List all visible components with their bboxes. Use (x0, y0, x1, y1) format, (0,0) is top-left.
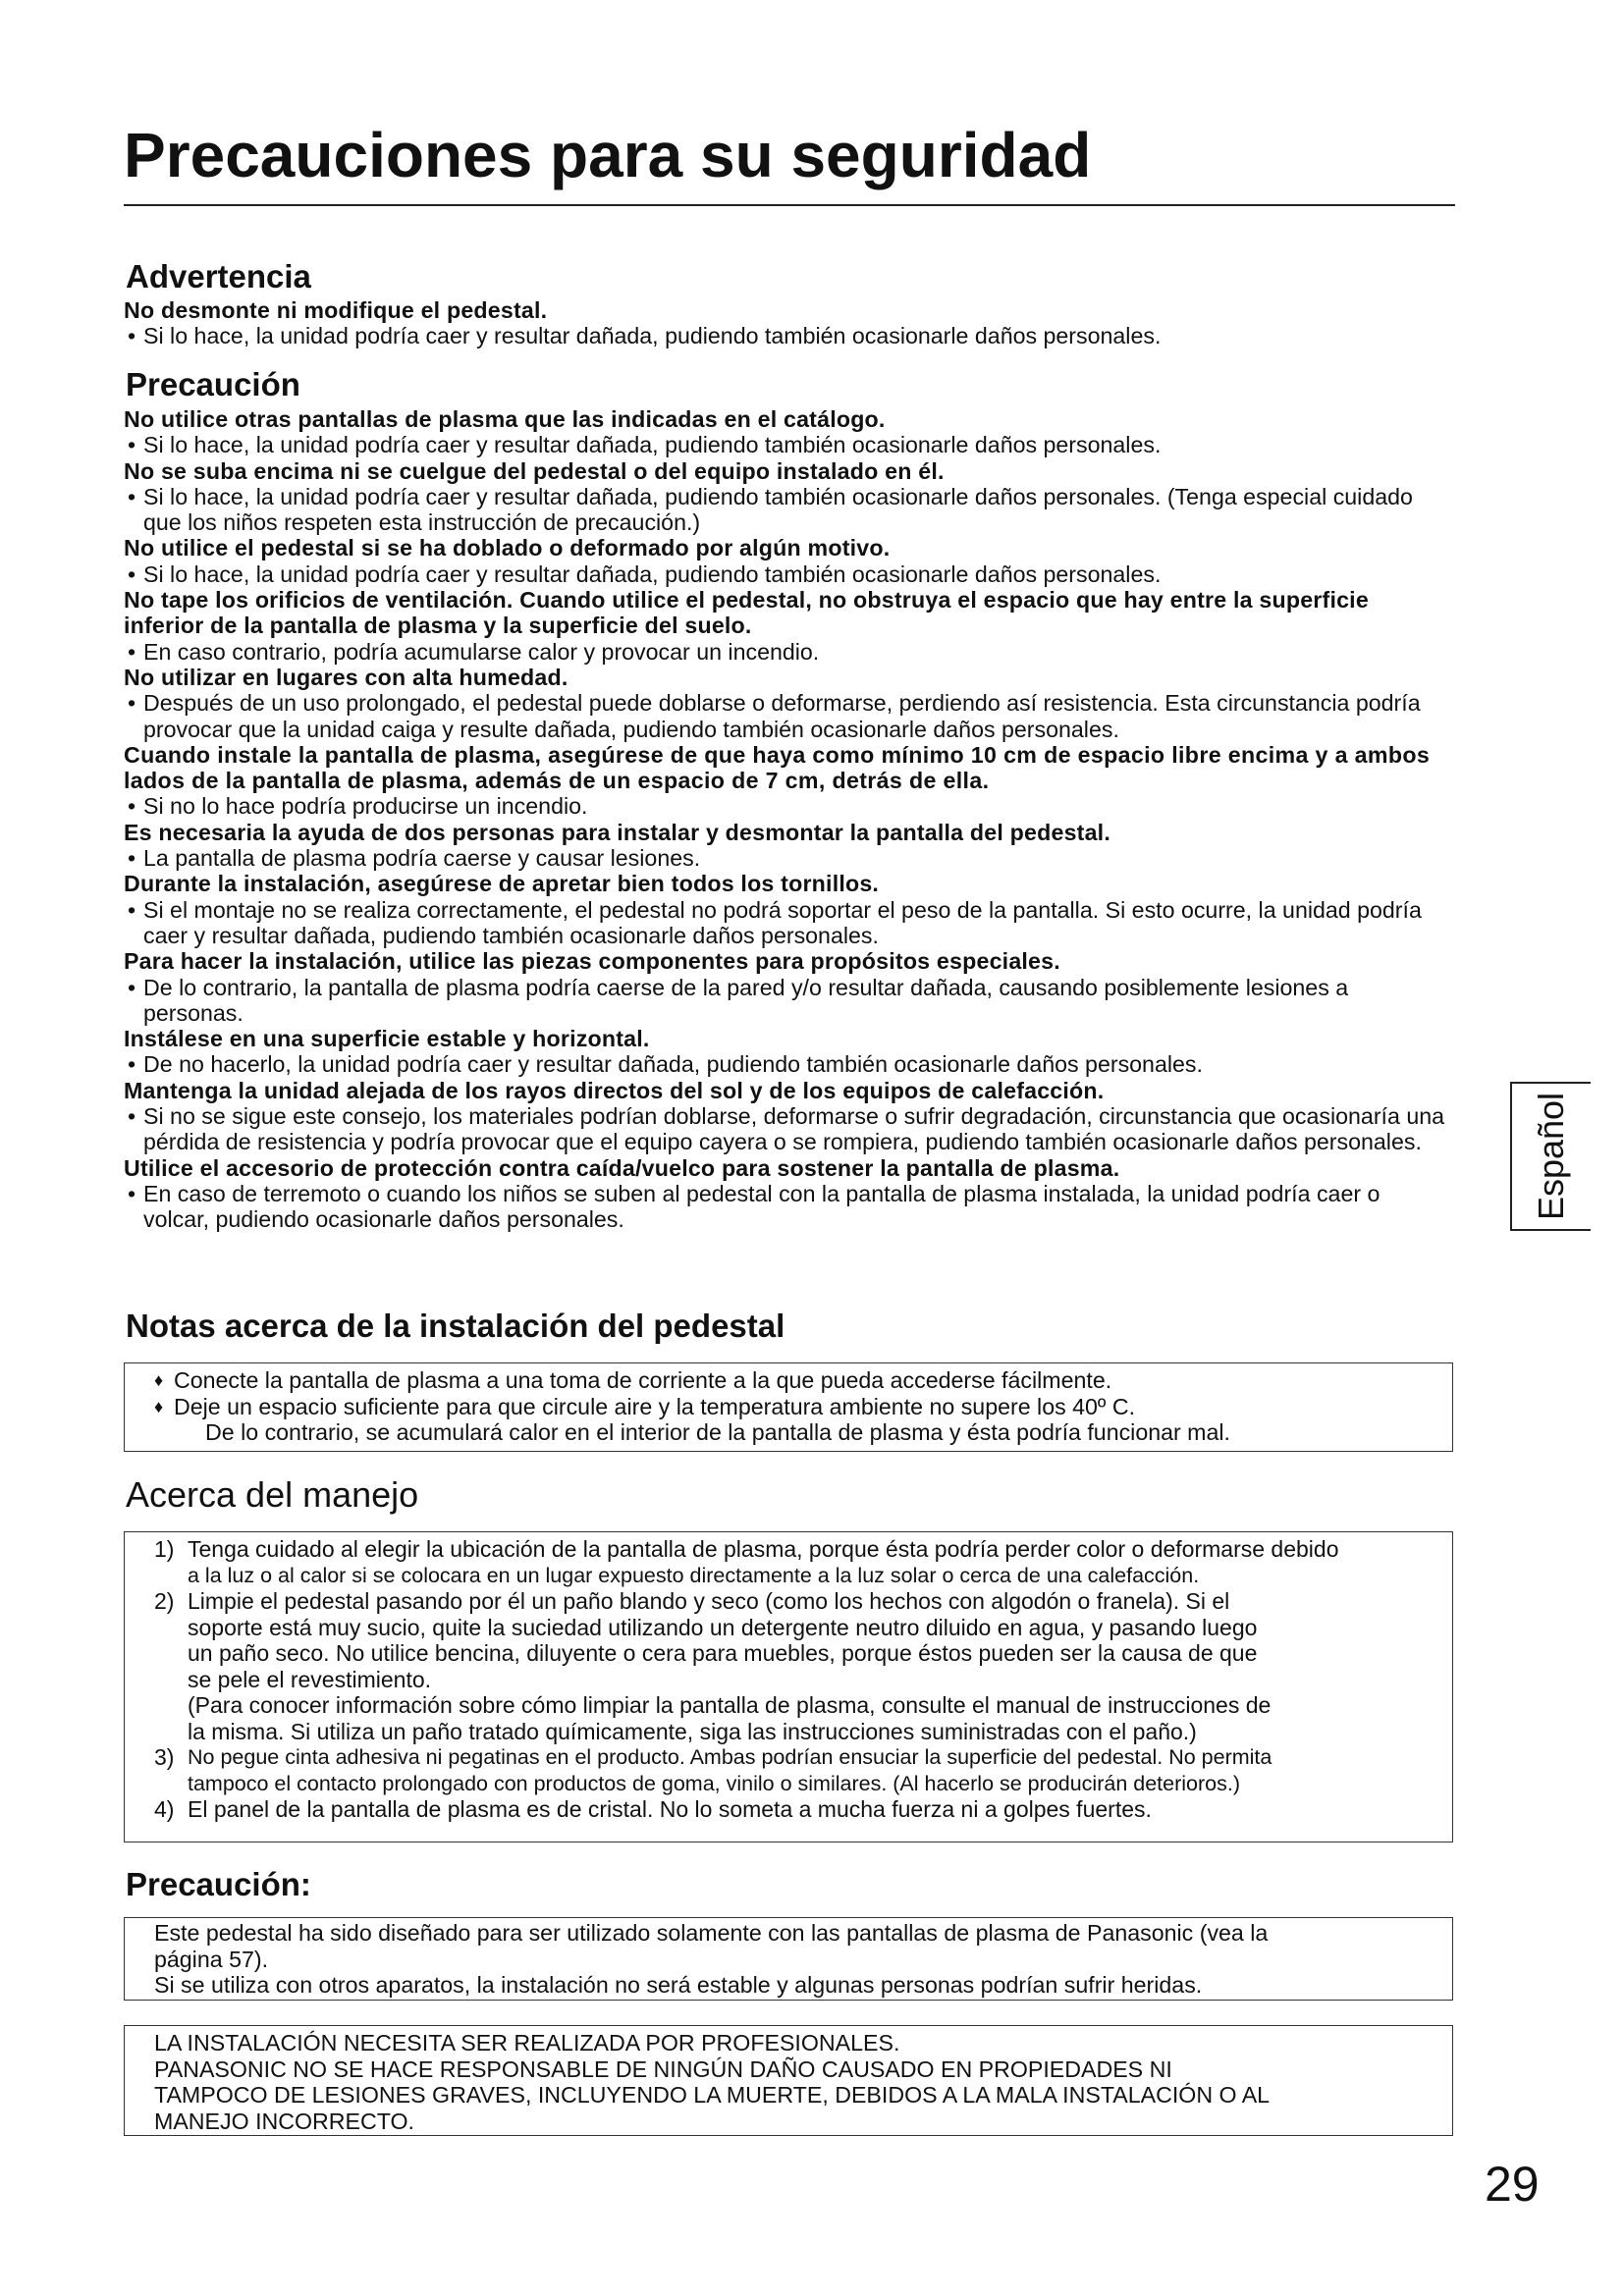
notas-item-text: Conecte la pantalla de plasma a una toma de corriente a la que pueda accederse fácilmente. (174, 1367, 1112, 1393)
language-tab (1510, 1082, 1591, 1231)
manejo-item (154, 1796, 1452, 1823)
caution-text: • Si lo hace, la unidad podría caer y resultar dañada, pudiendo también ocasionarle daños personales. (124, 432, 1459, 457)
warning-text: • Si lo hace, la unidad podría caer y resultar dañada, pudiendo también ocasionarle daños personales. (124, 323, 1459, 348)
diamond-bullet-icon: ♦ (154, 1396, 164, 1416)
caution-text: • La pantalla de plasma podría caerse y causar lesiones. (124, 845, 1459, 871)
item-number: 1) (154, 1536, 175, 1562)
caution-title: Cuando instale la pantalla de plasma, asegúrese de que haya como mínimo 10 cm de espacio libre encima y a ambos lados de la pantalla de plasma, además de un espacio de 7 cm, detrás de ella. (124, 741, 1431, 794)
manejo-item (154, 1536, 1452, 1588)
caution-title: No utilizar en lugares con alta humedad. (124, 664, 568, 690)
caution-title: Para hacer la instalación, utilice las piezas componentes para propósitos especiales. (124, 948, 1060, 975)
caution-text: • De no hacerlo, la unidad podría caer y resultar dañada, pudiendo también ocasionarle daños personales. (124, 1051, 1459, 1077)
manejo-line: tampoco el contacto prolongado con productos de goma, vinilo o similares. (Al hacerlo se producirán deterioros.) (188, 1771, 1240, 1795)
disclaimer-line: PANASONIC NO SE HACE RESPONSABLE DE NINGÚN DAÑO CAUSADO EN PROPIEDADES NI (154, 2056, 1172, 2082)
manejo-item (154, 1744, 1452, 1796)
notas-heading: Notas acerca de la instalación del pedestal (126, 1308, 785, 1344)
caution-text: • Después de un uso prolongado, el pedestal puede doblarse o deformarse, perdiendo así resistencia. Esta circunstancia podría provocar que la unidad caiga y resulte dañada, pudiendo también ocasionarle daños personales. (124, 690, 1459, 742)
precaucion2-box (124, 1917, 1453, 2001)
item-number: 4) (154, 1796, 175, 1822)
manejo-line: la misma. Si utiliza un paño tratado químicamente, siga las instrucciones suministradas con el paño.) (188, 1718, 1197, 1744)
manejo-line: Tenga cuidado al elegir la ubicación de la pantalla de plasma, porque ésta podría perder color o deformarse debido (188, 1536, 1339, 1562)
advertencia-list (124, 297, 1459, 349)
precaucion2-heading: Precaución: (126, 1866, 311, 1902)
caution-title: Utilice el accesorio de protección contra caída/vuelco para sostener la pantalla de plasma. (124, 1154, 1120, 1181)
precaucion-list (124, 406, 1459, 1233)
caution-text: • Si no lo hace podría producirse un incendio. (124, 793, 1459, 819)
disclaimer-line: TAMPOCO DE LESIONES GRAVES, INCLUYENDO LA MUERTE, DEBIDOS A LA MALA INSTALACIÓN O AL (154, 2082, 1271, 2108)
disclaimer-line: MANEJO INCORRECTO. (154, 2108, 414, 2134)
manejo-line: se pele el revestimiento. (188, 1666, 432, 1692)
manejo-line: (Para conocer información sobre cómo limpiar la pantalla de plasma, consulte el manual de instrucciones de (188, 1692, 1272, 1718)
caution-title: No utilice el pedestal si se ha doblado o deformado por algún motivo. (124, 535, 891, 561)
manejo-heading: Acerca del manejo (126, 1474, 419, 1515)
caution-title: Instálese en una superficie estable y horizontal. (124, 1026, 650, 1052)
manejo-line: a la luz o al calor si se colocara en un lugar expuesto directamente a la luz solar o cerca de una calefacción. (188, 1563, 1200, 1587)
caution-text: • Si el montaje no se realiza correctamente, el pedestal no podrá soportar el peso de la pantalla. Si esto ocurre, la unidad podría caer y resultar dañada, pudiendo también ocasionarle daños personales. (124, 897, 1459, 949)
page-title: Precauciones para su seguridad (124, 116, 1455, 206)
manejo-line: soporte está muy sucio, quite la suciedad utilizando un detergente neutro diluido en agua, y pasando luego (188, 1614, 1258, 1640)
manejo-box (124, 1531, 1453, 1842)
caution-title: No utilice otras pantallas de plasma que las indicadas en el catálogo. (124, 406, 886, 432)
item-number: 3) (154, 1744, 175, 1770)
precaucion2-line: Si se utiliza con otros aparatos, la instalación no será estable y algunas personas podrían sufrir heridas. (154, 1972, 1203, 1998)
notas-item (154, 1367, 1452, 1394)
caution-text: • Si no se sigue este consejo, los materiales podrían doblarse, deformarse o sufrir degradación, circunstancia que ocasionaría una pérdida de resistencia y podría provocar que el equipo cayera o se rompiera, pudiendo también ocasionarle daños personales. (124, 1103, 1459, 1155)
manejo-item (154, 1588, 1452, 1744)
caution-text: • De lo contrario, la pantalla de plasma podría caerse de la pared y/o resultar dañada, causando posiblemente lesiones a personas. (124, 975, 1459, 1027)
notas-item (154, 1394, 1452, 1420)
caution-title: Es necesaria la ayuda de dos personas para instalar y desmontar la pantalla del pedestal. (124, 819, 1110, 845)
caution-title: Durante la instalación, asegúrese de apretar bien todos los tornillos. (124, 871, 880, 897)
notas-box (124, 1362, 1453, 1452)
manejo-line: No pegue cinta adhesiva ni pegatinas en el producto. Ambas podrían ensuciar la superficie del pedestal. No permita (188, 1745, 1272, 1769)
caution-title: No se suba encima ni se cuelgue del pedestal o del equipo instalado en él. (124, 457, 945, 484)
manejo-line: Limpie el pedestal pasando por él un paño blando y seco (como los hechos con algodón o franela). Si el (188, 1588, 1230, 1614)
caution-title: Mantenga la unidad alejada de los rayos directos del sol y de los equipos de calefacción. (124, 1077, 1105, 1103)
page-number: 29 (1485, 2157, 1540, 2212)
disclaimer-line: LA INSTALACIÓN NECESITA SER REALIZADA POR PROFESIONALES. (154, 2030, 900, 2056)
precaucion2-line: página 57). (154, 1946, 269, 1972)
diamond-bullet-icon: ♦ (154, 1370, 164, 1390)
caution-text: • En caso de terremoto o cuando los niños se suben al pedestal con la pantalla de plasma instalada, la unidad podría caer o volcar, pudiendo ocasionarle daños personales. (124, 1181, 1459, 1233)
caution-title: No tape los orificios de ventilación. Cuando utilice el pedestal, no obstruya el espacio que hay entre la superficie inferior de la pantalla de plasma y la superficie del suelo. (124, 587, 1369, 639)
notas-continuation: De lo contrario, se acumulará calor en el interior de la pantalla de plasma y ésta podría funcionar mal. (205, 1419, 1230, 1445)
manejo-line: un paño seco. No utilice bencina, diluyente o cera para muebles, porque éstos pueden ser la causa de que (188, 1640, 1258, 1666)
notas-item-text: Deje un espacio suficiente para que circule aire y la temperatura ambiente no supere los 40º C. (174, 1393, 1136, 1419)
manejo-line: El panel de la pantalla de plasma es de cristal. No lo someta a mucha fuerza ni a golpes fuertes. (188, 1796, 1152, 1822)
disclaimer-box (124, 2025, 1453, 2136)
caution-text: • En caso contrario, podría acumularse calor y provocar un incendio. (124, 639, 1459, 665)
advertencia-heading: Advertencia (126, 258, 311, 294)
caution-text: • Si lo hace, la unidad podría caer y resultar dañada, pudiendo también ocasionarle daños personales. (Tenga especial cuidado que los niños respeten esta instrucción de precaución.) (124, 484, 1459, 536)
warning-title: No desmonte ni modifique el pedestal. (124, 297, 548, 323)
precaucion2-line: Este pedestal ha sido diseñado para ser utilizado solamente con las pantallas de plasma de Panasonic (vea la (154, 1920, 1269, 1946)
language-tab-label: Español (1531, 1092, 1571, 1221)
item-number: 2) (154, 1588, 175, 1614)
caution-text: • Si lo hace, la unidad podría caer y resultar dañada, pudiendo también ocasionarle daños personales. (124, 561, 1459, 587)
precaucion-heading: Precaución (126, 366, 300, 402)
